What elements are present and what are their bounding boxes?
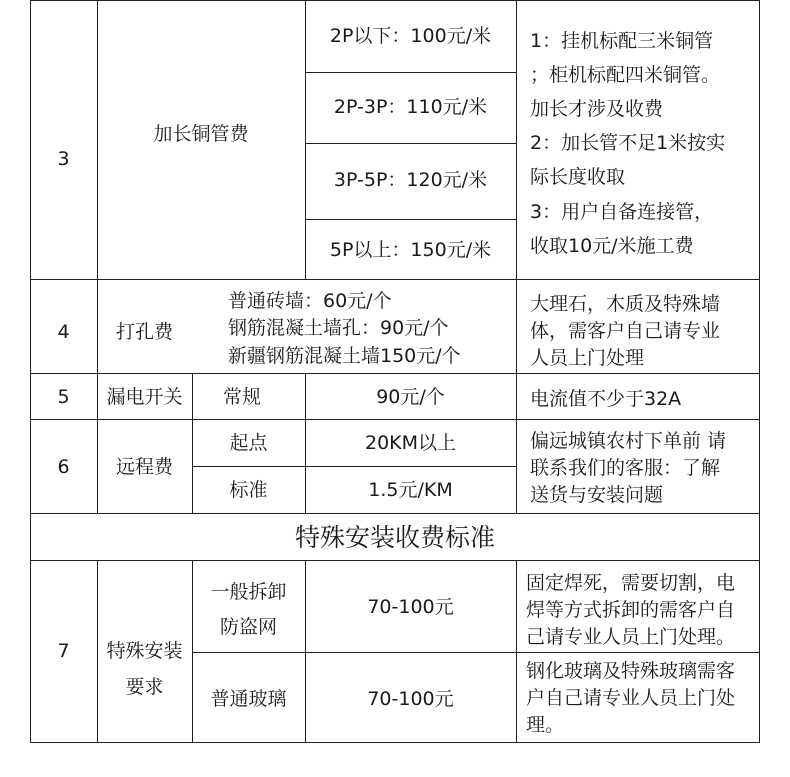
note-line: 理。 <box>526 714 565 736</box>
sub-item: 常规 <box>222 386 261 408</box>
note-line: 户自己请专业人员上门处 <box>526 687 736 709</box>
item-name: 漏电开关 <box>106 386 183 408</box>
note-line: 送货与安装问题 <box>530 484 664 506</box>
item-name: 远程费 <box>115 456 173 478</box>
price-line: 2P以下：100元/米 <box>329 25 492 47</box>
row-number: 7 <box>57 640 70 662</box>
note-line: 加长才涉及收费 <box>530 98 664 120</box>
note-line: 己请专业人员上门处理。 <box>526 626 736 648</box>
row-number: 3 <box>57 148 70 170</box>
note-line: 际长度收取 <box>530 166 626 188</box>
note-line: ；柜机标配四米铜管。 <box>530 64 721 86</box>
sub-item: 起点 <box>229 432 268 454</box>
note-line: 电流值不少于32A <box>530 388 682 410</box>
note-line: 焊等方式拆卸的需客户自 <box>526 599 736 621</box>
price-line: 20KM以上 <box>364 432 457 454</box>
sub-item: 普通玻璃 <box>210 688 287 710</box>
price-line: 3P-5P：120元/米 <box>333 169 488 191</box>
row-number: 6 <box>57 456 70 478</box>
price-line: 钢筋混凝土墙孔：90元/个 <box>228 317 449 339</box>
price-line: 普通砖墙：60元/个 <box>228 290 392 312</box>
sub-item: 标准 <box>229 479 268 501</box>
section-title: 特殊安装收费标准 <box>294 523 495 552</box>
note-line: 收取10元/米施工费 <box>530 235 694 257</box>
price-line: 70-100元 <box>367 688 454 710</box>
note-line: 大理石，木质及特殊墙 <box>530 293 721 315</box>
price-line: 1.5元/KM <box>368 479 453 501</box>
note-line: 联系我们的客服：了解 <box>530 457 721 479</box>
note-line: 人员上门处理 <box>530 347 645 369</box>
item-name: 加长铜管费 <box>153 123 249 145</box>
note-line: 偏远城镇农村下单前 请 <box>530 430 727 452</box>
note-line: 1：挂机标配三米铜管 <box>530 30 714 52</box>
note-line: 固定焊死，需要切割，电 <box>526 572 736 594</box>
row-number: 5 <box>57 386 70 408</box>
price-line: 2P-3P：110元/米 <box>333 96 488 118</box>
price-line: 5P以上：150元/米 <box>329 239 492 261</box>
note-line: 3：用户自备连接管， <box>530 201 714 223</box>
item-name: 要求 <box>125 676 164 698</box>
note-line: 体，需客户自己请专业 <box>530 320 721 342</box>
note-line: 钢化玻璃及特殊玻璃需客 <box>526 660 736 682</box>
row-number: 4 <box>57 321 70 343</box>
item-name: 打孔费 <box>115 321 173 343</box>
price-line: 70-100元 <box>367 596 454 618</box>
note-line: 2：加长管不足1米按实 <box>530 132 726 154</box>
price-line: 90元/个 <box>376 386 445 408</box>
item-name: 特殊安装 <box>106 640 183 662</box>
sub-item: 防盗网 <box>219 616 277 638</box>
sub-item: 一般拆卸 <box>210 581 287 603</box>
price-line: 新疆钢筋混凝土墙150元/个 <box>228 345 461 367</box>
